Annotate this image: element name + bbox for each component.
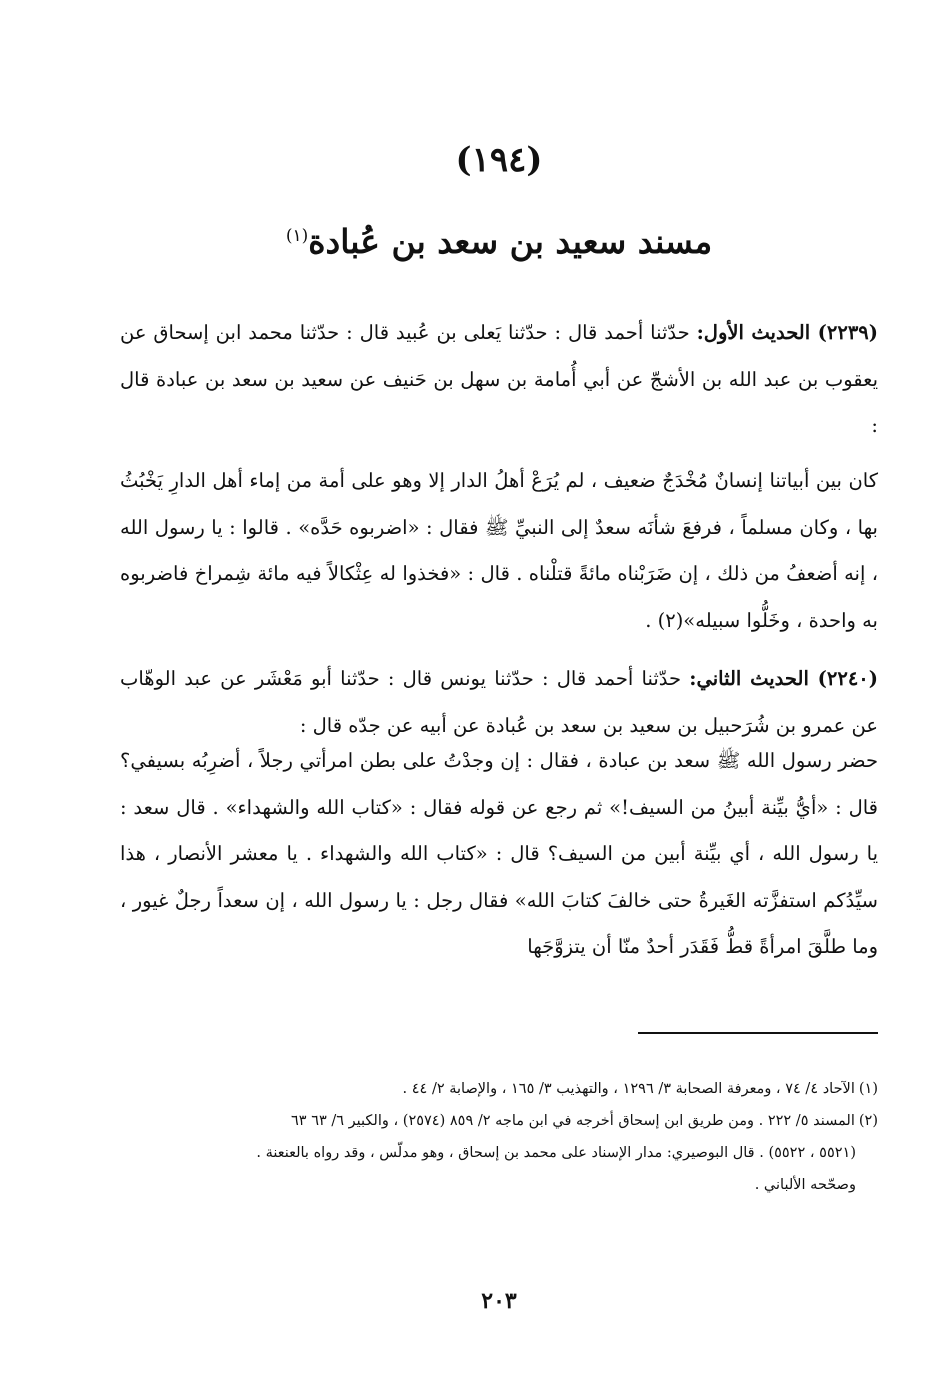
hadith-2-lead: (٢٢٤٠) الحديث الثاني:: [689, 667, 879, 690]
title-footnote-ref: (١): [285, 226, 309, 246]
footnote-1: [120, 1073, 878, 1105]
hadith-1-lead: (٢٢٣٩) الحديث الأول:: [696, 321, 879, 344]
section-number: (١٩٤): [455, 140, 543, 180]
footnote-2-mark: (٢): [858, 1113, 878, 1129]
title-text: مسند سعيد بن سعد بن عُبادة: [308, 222, 713, 261]
footnote-1-text: الآحاد ٤/ ٧٤ ، ومعرفة الصحابة ٣/ ١٢٩٦ ، والتهذيب ٣/ ١٦٥ ، والإصابة ٢/ ٤٤ .: [402, 1081, 855, 1097]
hadith-2-matn: حضر رسول الله ﷺ سعد بن عبادة ، فقال : إن وجدْتُ على بطن امرأتي رجلاً ، أضرِبُه بسيفي؟ قال : «أيُّ بيِّنة أبينُ من السيف!» ثم رجع عن قوله فقال : «كتاب الله والشهداء» . قال سعد : يا رسول الله ، أي بيِّنة أبين من السيف؟ قال : «كتاب الله والشهداء . يا معشر الأنصار ، هذا سيِّدُكم استفزَّته الغَيرةُ حتى خالفَ كتابَ الله» فقال رجل : يا رسول الله ، إن سعداً رجلٌ غيور ، وما طلَّقَ امرأةً قطُّ فَقَدَر أحدٌ منّا أن يتزوَّجَها: [120, 749, 878, 958]
footnote-1-mark: (١): [858, 1081, 878, 1097]
page-number: ٢٠٣: [481, 1288, 517, 1314]
hadith-2-isnad-text: حدّثنا أحمد قال : حدّثنا يونس قال : حدّثنا أبو مَعْشَر عن عبد الوهّاب عن عمرو بن شُرَحبيل بن سعيد بن سعد بن عُبادة عن أبيه عن جدّه قال :: [120, 667, 878, 737]
footnote-2-line-2: (٥٥٢١ ، ٥٥٢٢) . قال البوصيري: مدار الإسناد على محمد بن إسحاق ، وهو مدلّس ، وقد رواه بالعنعنة .: [256, 1145, 856, 1161]
footnote-2: [120, 1105, 878, 1137]
hadith-2-isnad: [120, 656, 878, 749]
footnote-2-line-3: وصحّحه الألباني .: [754, 1177, 856, 1193]
page-title: [120, 222, 878, 261]
hadith-1-isnad: [120, 310, 878, 450]
footnote-2-line-1: المسند ٥/ ٢٢٢ . ومن طريق ابن إسحاق أخرجه في ابن ماجه ٢/ ٨٥٩ (٢٥٧٤) ، والكبير ٦/ ٦٣ ٦٣: [291, 1113, 855, 1129]
footnote-separator: [638, 1032, 878, 1034]
book-page: [120, 0, 878, 1382]
hadith-1-isnad-text: حدّثنا أحمد قال : حدّثنا يَعلى بن عُبيد قال : حدّثنا محمد ابن إسحاق عن يعقوب بن عبد الله بن الأشجّ عن أبي أُمامة بن سهل بن حَنيف عن سعيد بن سعد بن عبادة قال :: [120, 321, 878, 437]
hadith-1-matn: كان بين أبياتنا إنسانٌ مُخْدَجٌ ضعيف ، لم يُرَعْ أهلُ الدار إلا وهو على أمة من إماء أهل الدارِ يَخْبُثُ بها ، وكان مسلماً ، فرفعَ شأنَه سعدٌ إلى النبيِّ ﷺ فقال : «اضربوه حَدَّه» . قالوا : يا رسول الله ، إنه أضعفُ من ذلك ، إن ضَرَبْناه مائةً قتلْناه . قال : «فخذوا له عِثْكالاً فيه مائة شِمراخ فاضربوه به واحدة ، وخَلُّوا سبيله»(٢) .: [120, 469, 878, 632]
footnotes: [120, 1073, 878, 1201]
